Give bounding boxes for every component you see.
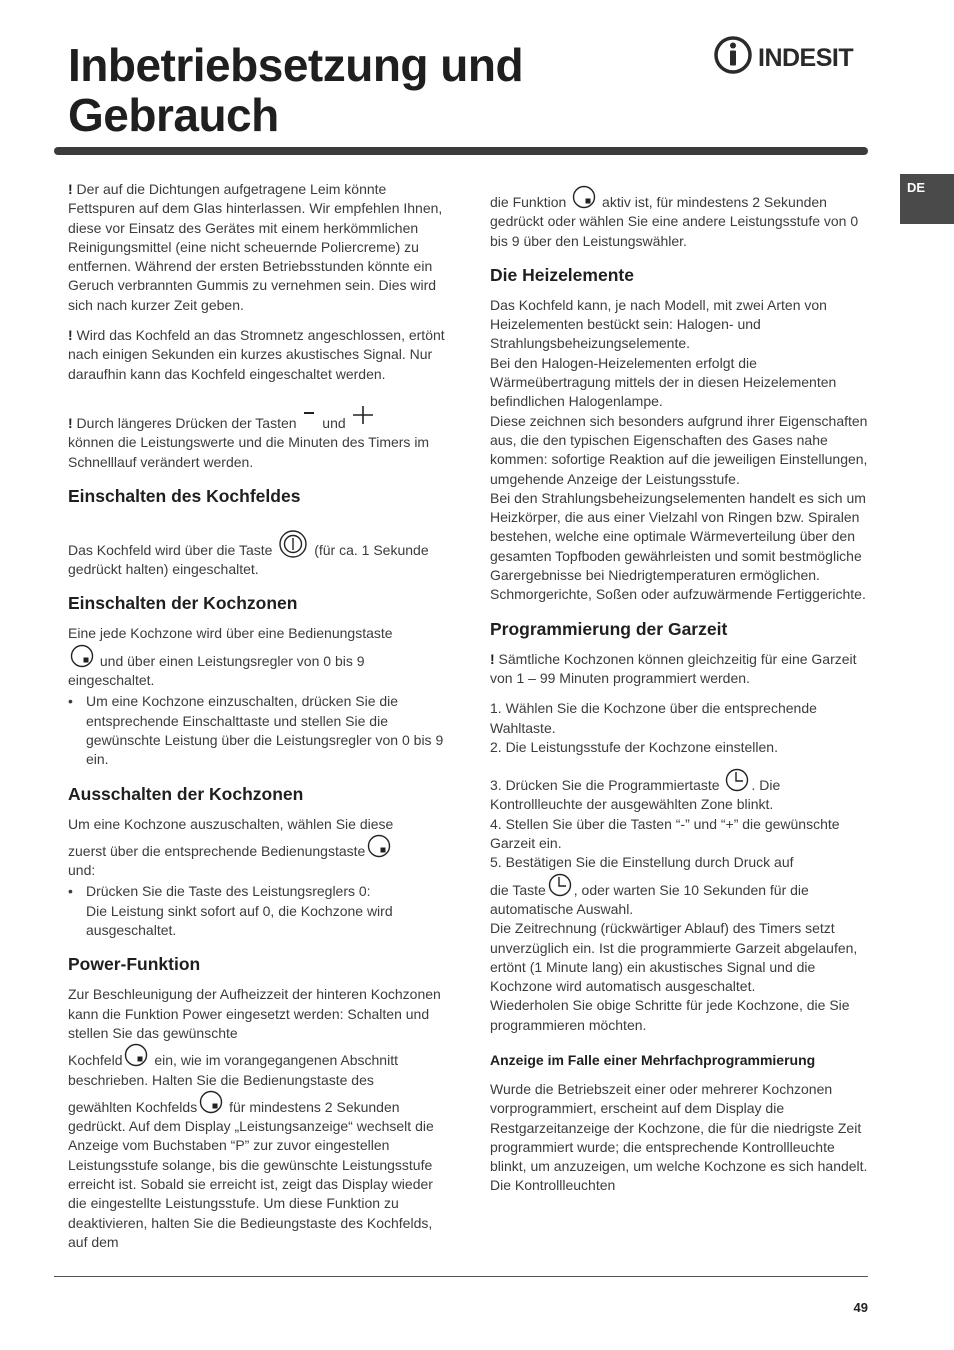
- heading-switch-on-zones: Einschalten der Kochzonen: [68, 593, 298, 614]
- step-3-text-a: 3. Drücken Sie die Programmiertaste: [490, 777, 724, 794]
- indesit-logo: [713, 34, 869, 78]
- zones-off-text-b: zuerst über die entsprechende Bedienungstaste: [68, 842, 366, 859]
- power-text-d: gewählten Kochfelds: [68, 1098, 198, 1115]
- step-5-text-b: , oder warten Sie 10 Sekunden für die automatische Auswahl.: [490, 881, 809, 917]
- list-item: • Um eine Kochzone einzuschalten, drücken Sie die entsprechende Einschalttaste und stellen Sie die gewünschte Leistung über die Leistungsregler von 0 bis 9 ein.: [68, 692, 448, 769]
- programming-steps-3-5: [490, 768, 870, 1035]
- zones-off-text-c: und:: [68, 862, 96, 879]
- programming-steps-1-2: [490, 699, 870, 757]
- step-1: 1. Wählen Sie die Kochzone über die entsprechende Wahltaste.: [490, 700, 817, 736]
- power-text-c: ein, wie im vorangegangenen Abschnitt beschrieben. Halten Sie die Bedienungstaste des: [68, 1052, 398, 1088]
- long-press-text-b: und: [318, 414, 350, 431]
- power-button-icon: [278, 529, 308, 559]
- programming-intro: [490, 650, 870, 689]
- step-5: 5. Bestätigen Sie die Einstellung durch Druck auf: [490, 854, 794, 871]
- zones-off-bullet-1: Drücken Sie die Taste des Leistungsreglers 0:: [86, 883, 371, 900]
- header-rule: [54, 147, 868, 155]
- page-title-line1: Inbetriebsetzung und: [68, 39, 524, 91]
- long-press-text-c: können die Leistungswerte und die Minuten des Timers im Schnelllauf verändert werden.: [68, 434, 430, 470]
- right-column: [490, 185, 870, 1207]
- power-text-a: Zur Beschleunigung der Aufheizzeit der hinteren Kochzonen kann die Funktion Power eingesetzt werden: Schalten und stellen Sie das gewünschte: [68, 986, 441, 1041]
- warning-power-on-text: Wird das Kochfeld an das Stromnetz angeschlossen, ertönt nach einigen Sekunden ein kurzes akustisches Signal. Nur daraufhin kann das Kochfeld eingeschaltet werden.: [68, 327, 445, 382]
- switch-on-zones-text: [68, 624, 448, 690]
- step-3-text-b: . Die Kontrollleuchte der ausgewählten Zone blinkt.: [490, 777, 781, 813]
- zones-off-text-a: Um eine Kochzone auszuschalten, wählen Sie diese: [68, 815, 394, 832]
- timer-text-2: Wiederholen Sie obige Schritte für jede Kochzone, die Sie programmieren möchten.: [490, 997, 850, 1033]
- long-press-text-a: Durch längeres Drücken der Tasten: [72, 414, 301, 431]
- switch-on-hob-text: [68, 529, 448, 580]
- heading-heating-elements: Die Heizelemente: [490, 264, 634, 285]
- warning-glue-text: Der auf die Dichtungen aufgetragene Leim könnte Fettspuren auf dem Glas hinterlassen. Wir empfehlen Ihnen, diese vor Einsatz des Gerätes mit einem herkömmlichen Reinigungsmittel (eine nicht scheuernde Poliercreme) zu entfernen. Während der ersten Betriebsstunden könnte ein Geruch verbrannten Gummis zu vernehmen sein. Dies wird sich nach kurzer Zeit geben.: [68, 181, 443, 313]
- heading-switch-off-zones: Ausschalten der Kochzonen: [68, 783, 304, 804]
- zone-select-icon: [572, 185, 596, 209]
- continued-text-b: aktiv ist, für mindestens 2 Sekunden gedrückt oder wählen Sie eine andere Leistungsstufe von 0 bis 9 über den Leistungswähler.: [490, 194, 859, 249]
- minus-icon: [302, 410, 316, 424]
- timer-text-1: Die Zeitrechnung (rückwärtiger Ablauf) des Timers setzt unverzüglich ein. Ist die programmierte Garzeit abgelaufen, ertönt (1 Minute lang) ein akustisches Signal und die Kochzone wird automatisch ausgeschaltet.: [490, 920, 858, 995]
- power-text-b: Kochfeld: [68, 1052, 123, 1069]
- zone-select-icon: [70, 644, 94, 668]
- programming-intro-text: Sämtliche Kochzonen können gleichzeitig für eine Garzeit von 1 – 99 Minuten programmiert werden.: [490, 650, 857, 686]
- page-title: [68, 40, 523, 140]
- language-tab: DE: [900, 174, 954, 224]
- zone-select-icon: [367, 834, 391, 858]
- switch-on-text-b: (für ca. 1 Sekunde gedrückt halten) eingeschaltet.: [68, 541, 429, 578]
- heading-multi-programming: Anzeige im Falle einer Mehrfachprogrammierung: [490, 1051, 816, 1068]
- heat-text-4: Bei den Strahlungsbeheizungselementen handelt es sich um Heizkörper, die aus einer Vielzahl von Ringen bzw. Spiralen bestehen, welche eine optimale Wärmeverteilung über den gesamten Topfboden gewährleisten und somit bestmögliche Garergebnisse bei Niedrigtemperaturen ermöglichen. Schmorgerichte, Soßen oder aufzuwärmende Fertiggerichte.: [490, 489, 866, 603]
- warning-long-press: [68, 406, 448, 472]
- power-text-e: für mindestens 2 Sekunden gedrückt. Auf dem Display „Leistungsanzeige“ wechselt die Anzeige vom Buchstaben “P” zur zuvor eingestellen Leistungsstufe solange, bis die gewünschte Leistungsstufe erreicht ist. Sobald sie erreicht ist, zeigt das Display wieder die eingestellte Leistungsstufe. Um diese Funktion zu deaktivieren, halten Sie die Bedieungstaste des Kochfelds, auf dem: [68, 1098, 434, 1250]
- switch-on-text-a: Das Kochfeld wird über die Taste: [68, 541, 277, 558]
- warning-icon: !: [68, 414, 73, 431]
- timer-clock-icon: [725, 768, 749, 792]
- heading-programming: Programmierung der Garzeit: [490, 618, 728, 639]
- heat-text-1: Das Kochfeld kann, je nach Modell, mit zwei Arten von Heizelementen bestückt sein: Halogen- und Strahlungsbeheizungselemente.: [490, 296, 827, 352]
- warning-power-on: [68, 326, 448, 384]
- zone-select-icon: [199, 1090, 223, 1114]
- step-2: 2. Die Leistungsstufe der Kochzone einstellen.: [490, 738, 778, 755]
- zones-on-bullet: Um eine Kochzone einzuschalten, drücken Sie die entsprechende Einschalttaste und stellen Sie die gewünschte Leistung über die Leistungsregler von 0 bis 9 ein.: [86, 693, 444, 768]
- zones-on-text-a: Eine jede Kochzone wird über eine Bedienungstaste: [68, 625, 393, 642]
- warning-icon: !: [68, 181, 73, 197]
- list-item: • Drücken Sie die Taste des Leistungsreglers 0: Die Leistung sinkt sofort auf 0, die Kochzone wird ausgeschaltet.: [68, 882, 448, 940]
- heading-switch-on-hob: Einschalten des Kochfeldes: [68, 485, 301, 506]
- plus-icon: [352, 406, 374, 428]
- heat-text-3: Diese zeichnen sich besonders aufgrund ihrer Eigenschaften aus, die den typischen Eigenschaften des Gases nahe kommen: sofortige Reaktion auf die jeweiligen Einstellungen, umgehende Anzeige der Leistungsstufe.: [490, 412, 868, 487]
- step-5-text-a: die Taste: [490, 881, 546, 898]
- heading-power-function: Power-Funktion: [68, 954, 201, 975]
- warning-icon: !: [490, 650, 495, 667]
- zone-select-icon: [124, 1043, 148, 1067]
- page-number: 49: [853, 1300, 868, 1315]
- zones-off-bullet-2: Die Leistung sinkt sofort auf 0, die Kochzone wird ausgeschaltet.: [86, 902, 393, 939]
- heat-text-2: Bei den Halogen-Heizelementen erfolgt die Wärmeübertragung mittels der in diesen Heizelementen befindlichen Halogenlampe.: [490, 354, 837, 410]
- left-column: [68, 180, 448, 1263]
- warning-glue: [68, 180, 448, 315]
- timer-clock-icon: [548, 873, 572, 897]
- brand-name: INDESIT: [758, 44, 854, 72]
- zones-on-text-b: und über einen Leistungsregler von 0 bis 9 eingeschaltet.: [68, 652, 365, 689]
- switch-off-zones-text: [68, 815, 448, 881]
- warning-icon: !: [68, 327, 73, 344]
- continued-text-a: die Funktion: [490, 194, 571, 210]
- heating-elements-text: [490, 296, 870, 605]
- multi-programming-text: Wurde die Betriebszeit einer oder mehrerer Kochzonen vorprogrammiert, erscheint auf dem Display die Restgarzeitanzeige der Kochzone, die für die niedrigste Zeit programmiert wurde; die entsprechende Kontrollleuchte blinkt, um anzuzeigen, um welche Kochzone es sich handelt. Die Kontrollleuchten: [490, 1080, 868, 1194]
- page-title-line2: Gebrauch: [68, 89, 279, 141]
- power-function-continued: [490, 185, 870, 251]
- power-function-text: [68, 985, 448, 1252]
- footer-rule: [54, 1276, 868, 1277]
- step-4: 4. Stellen Sie über die Tasten “-” und “+” die gewünschte Garzeit ein.: [490, 815, 840, 852]
